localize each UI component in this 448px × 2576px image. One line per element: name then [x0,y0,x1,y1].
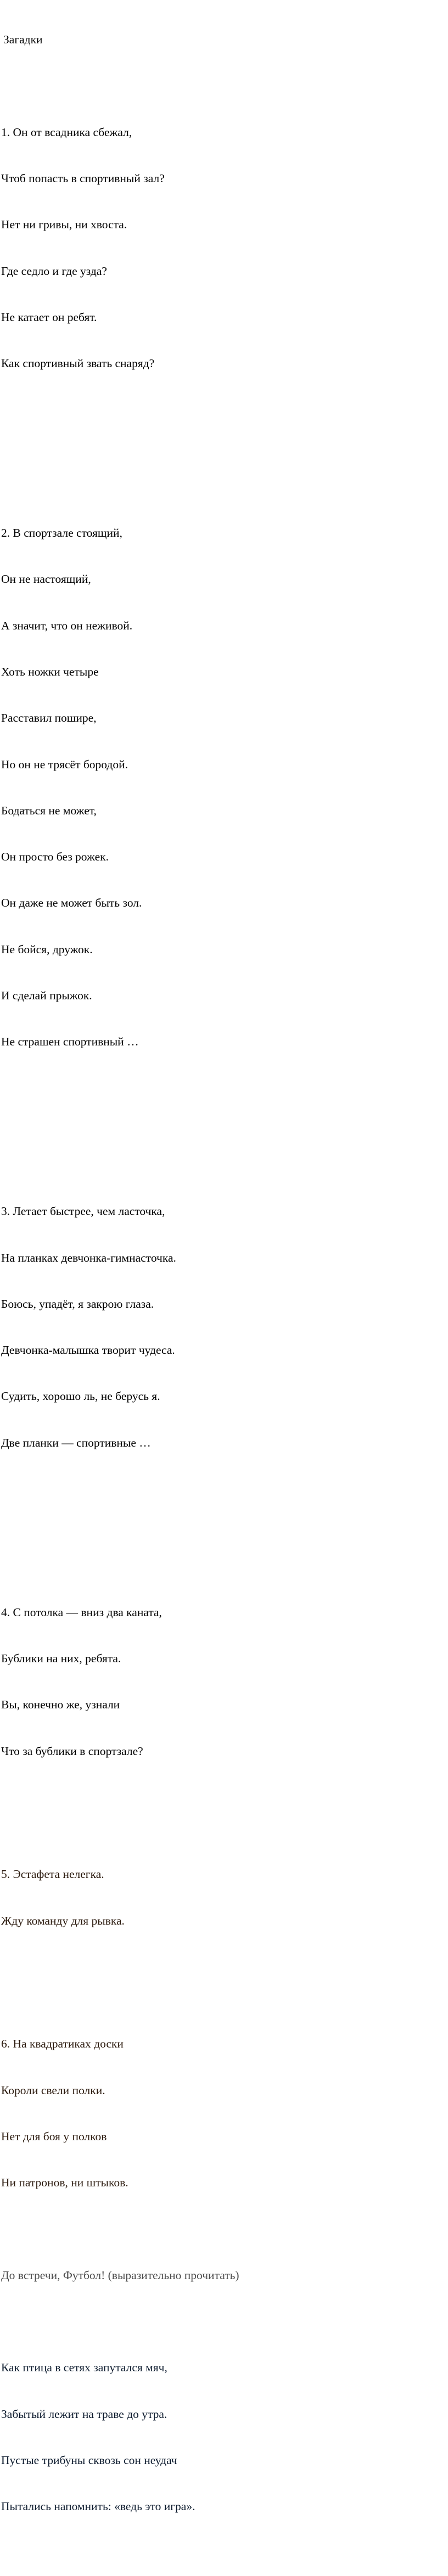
riddle-2-line: Но он не трясёт бородой. [1,757,128,771]
riddle-6-line: 6. На квадратиках доски [1,2037,124,2051]
riddle-3 [1,1173,440,1481]
poem-line: Пустые трибуны сквозь сон неудач [1,2453,177,2467]
riddle-2-line: Бодаться не может, [1,803,97,817]
riddle-1-line: 1. Он от всадника сбежал, [1,125,132,139]
riddle-2-line: Хоть ножки четыре [1,665,99,679]
riddle-2-line: И сделай прыжок. [1,989,92,1002]
riddle-6-line: Ни патронов, ни штыков. [1,2176,128,2190]
poem [1,2329,440,2545]
riddle-1-line: Где седло и где узда? [1,264,107,278]
riddle-2-line: Он просто без рожек. [1,850,109,864]
riddle-1-line: Нет ни гривы, ни хвоста. [1,218,127,232]
riddle-3-line: Девчонка-малышка творит чудеса. [1,1343,175,1357]
riddle-3-line: Боюсь, упадёт, я закрою глаза. [1,1297,154,1311]
blank-line [1,433,440,448]
riddle-4-line: Вы, конечно же, узнали [1,1698,120,1712]
riddle-1 [1,94,440,402]
riddle-2-line: Он не настоящий, [1,572,91,586]
riddle-4-line: Что за бублики в спортзале? [1,1744,143,1758]
riddle-5-line: 5. Эстафета нелегка. [1,1868,104,1881]
riddle-3-line: 3. Летает быстрее, чем ласточка, [1,1205,165,1218]
riddle-1-line: Как спортивный звать снаряд? [1,357,155,370]
blank-line [1,1111,440,1127]
document-body [1,1,440,2576]
riddle-2-line: Расставил пошире, [1,711,97,725]
riddle-2-line: А значит, что он неживой. [1,618,133,632]
riddle-2-line: Не страшен спортивный … [1,1035,139,1049]
poem-heading: До встречи, Футбол! (выразительно прочитать) [1,2268,239,2282]
riddle-6 [1,2005,440,2221]
riddle-3-line: Две планки — спортивные … [1,1436,151,1449]
document-title: Загадки [3,33,43,47]
riddle-4-line: Бублики на них, ребята. [1,1652,121,1666]
riddle-3-line: Судить, хорошо ль, не берусь я. [1,1390,160,1403]
riddle-1-line: Чтоб попасть в спортивный зал? [1,172,165,185]
riddle-1-line: Не катает он ребят. [1,310,97,324]
riddle-4 [1,1574,440,1790]
riddle-2-line: Не бойся, дружок. [1,942,93,956]
riddle-4-line: 4. С потолка — вниз два каната, [1,1605,162,1619]
blank-line [1,1512,440,1527]
poem-line: Забытый лежит на траве до утра. [1,2407,167,2421]
poem-line: Как птица в сетях запутался мяч, [1,2361,167,2375]
riddle-2-line: 2. В спортзале стоящий, [1,526,122,540]
riddle-3-line: На планках девчонка-гимнасточка. [1,1251,176,1264]
poem-line: Пытались напомнить: «ведь это игра». [1,2500,195,2513]
riddle-2 [1,494,440,1081]
riddle-6-line: Нет для боя у полков [1,2129,107,2143]
riddle-5-line: Жду команду для рывка. [1,1914,125,1927]
riddle-6-line: Короли свели полки. [1,2083,105,2097]
riddle-5 [1,1836,440,1959]
riddle-2-line: Он даже не может быть зол. [1,896,142,910]
